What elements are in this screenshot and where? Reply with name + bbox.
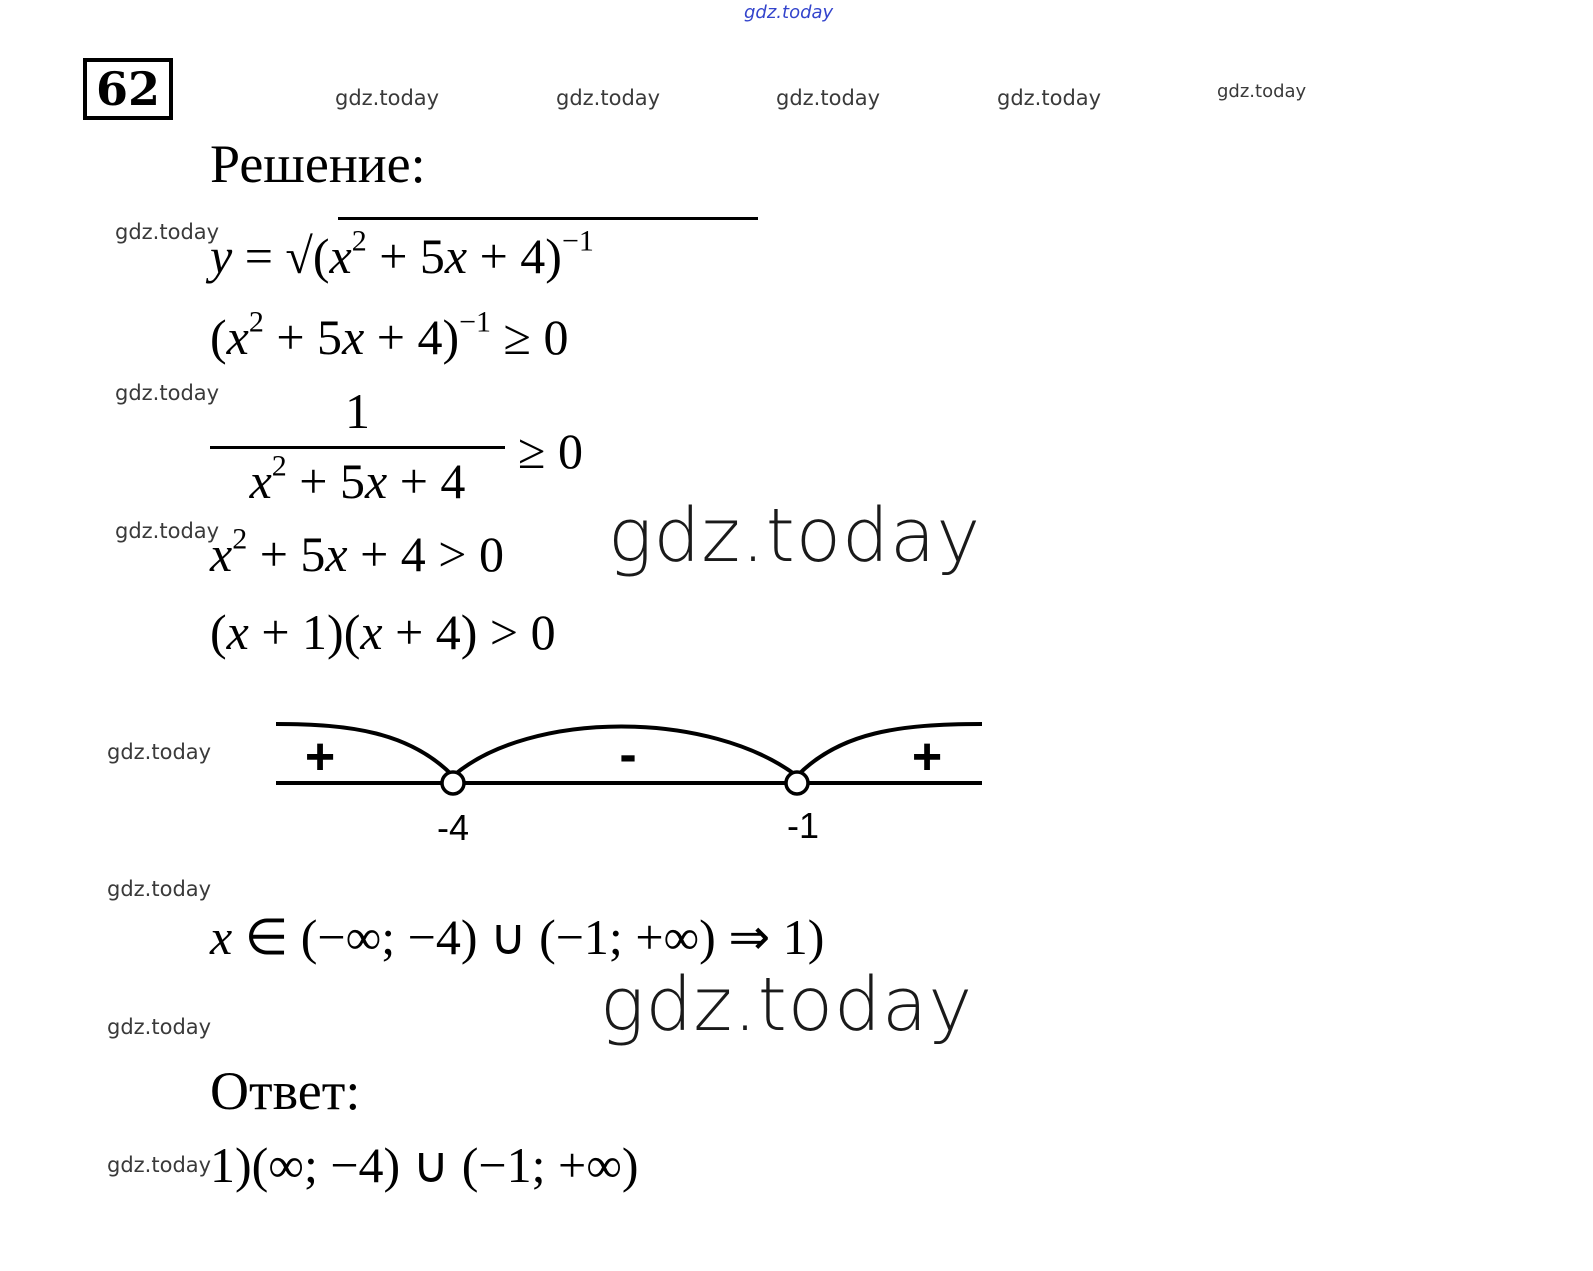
watermark: gdz.today	[335, 86, 440, 110]
math-term: + 4)	[376, 309, 460, 365]
watermark: gdz.today	[115, 381, 220, 405]
math-term: + 5	[299, 453, 365, 509]
math-sqrt-open: √(	[285, 228, 330, 284]
sign-arc	[797, 724, 982, 776]
open-point	[442, 772, 464, 794]
fraction-bar	[210, 446, 505, 449]
math-fraction	[210, 382, 505, 509]
math-term: + 5	[276, 309, 343, 365]
math-var: x	[226, 309, 249, 365]
fraction-denominator	[210, 449, 505, 509]
math-exponent: 2	[351, 224, 367, 258]
watermark: gdz.today	[744, 2, 834, 23]
watermark: gdz.today	[997, 86, 1102, 110]
math-term: + 4 > 0	[360, 526, 505, 582]
math-var: x	[325, 526, 348, 582]
math-var: x	[444, 228, 468, 284]
math-open: (	[210, 309, 227, 365]
math-exponent: −1	[561, 224, 594, 258]
math-term: + 4)	[479, 228, 562, 284]
math-var: x	[360, 604, 383, 660]
point-label: -4	[436, 807, 470, 848]
math-term: + 1)(	[261, 604, 361, 660]
solution-set	[210, 908, 824, 966]
point-label: -1	[786, 805, 820, 846]
math-var: x	[329, 228, 352, 284]
math-term: + 4	[399, 453, 466, 509]
open-point	[786, 772, 808, 794]
sign-label: +	[304, 728, 336, 786]
answer-value: 1)(∞; −4) ∪ (−1; +∞)	[210, 1137, 639, 1193]
math-term: ∈ (−∞; −4) ∪ (−1; +∞) ⇒ 1)	[244, 909, 825, 965]
math-var: x	[226, 604, 249, 660]
math-var: x	[342, 309, 365, 365]
sign-label: -	[619, 726, 637, 784]
watermark: gdz.today	[556, 86, 661, 110]
math-line-function	[210, 224, 594, 285]
sign-label: +	[911, 728, 943, 786]
watermark: gdz.today	[107, 1015, 212, 1039]
watermark: gdz.today	[1217, 81, 1307, 102]
watermark: gdz.today	[776, 86, 881, 110]
math-term: + 5	[379, 228, 445, 284]
math-relation: ≥ 0	[503, 309, 569, 365]
math-exponent: 2	[248, 305, 264, 339]
math-line-quadratic	[210, 522, 505, 583]
math-var: y	[210, 228, 233, 284]
sign-chart	[270, 712, 990, 852]
math-line-factored	[210, 603, 556, 661]
watermark: gdz.today	[107, 877, 212, 901]
solution-heading: Решение:	[210, 134, 426, 194]
math-term: + 4) > 0	[395, 604, 556, 660]
math-var: x	[249, 453, 272, 509]
watermark: gdz.today	[115, 220, 220, 244]
math-eq: =	[244, 228, 273, 284]
math-exponent: −1	[459, 305, 492, 339]
watermark: gdz.today	[107, 1153, 212, 1177]
math-term: + 5	[259, 526, 326, 582]
sqrt-overline	[338, 217, 758, 220]
watermark-large: gdz.today	[600, 962, 974, 1048]
answer-heading: Ответ:	[210, 1061, 361, 1121]
fraction-numerator: 1	[345, 383, 370, 439]
math-var: x	[365, 453, 388, 509]
watermark: gdz.today	[115, 519, 220, 543]
math-exponent: 2	[232, 522, 248, 556]
math-var: x	[210, 526, 233, 582]
math-var: x	[210, 909, 233, 965]
math-exponent: 2	[271, 449, 287, 483]
problem-number: 62	[83, 58, 173, 120]
math-term: (	[210, 604, 227, 660]
watermark: gdz.today	[107, 740, 212, 764]
math-relation: ≥ 0	[518, 423, 583, 479]
sign-arc	[276, 724, 453, 776]
math-line-inequality	[210, 305, 569, 366]
watermark-large: gdz.today	[608, 493, 982, 579]
